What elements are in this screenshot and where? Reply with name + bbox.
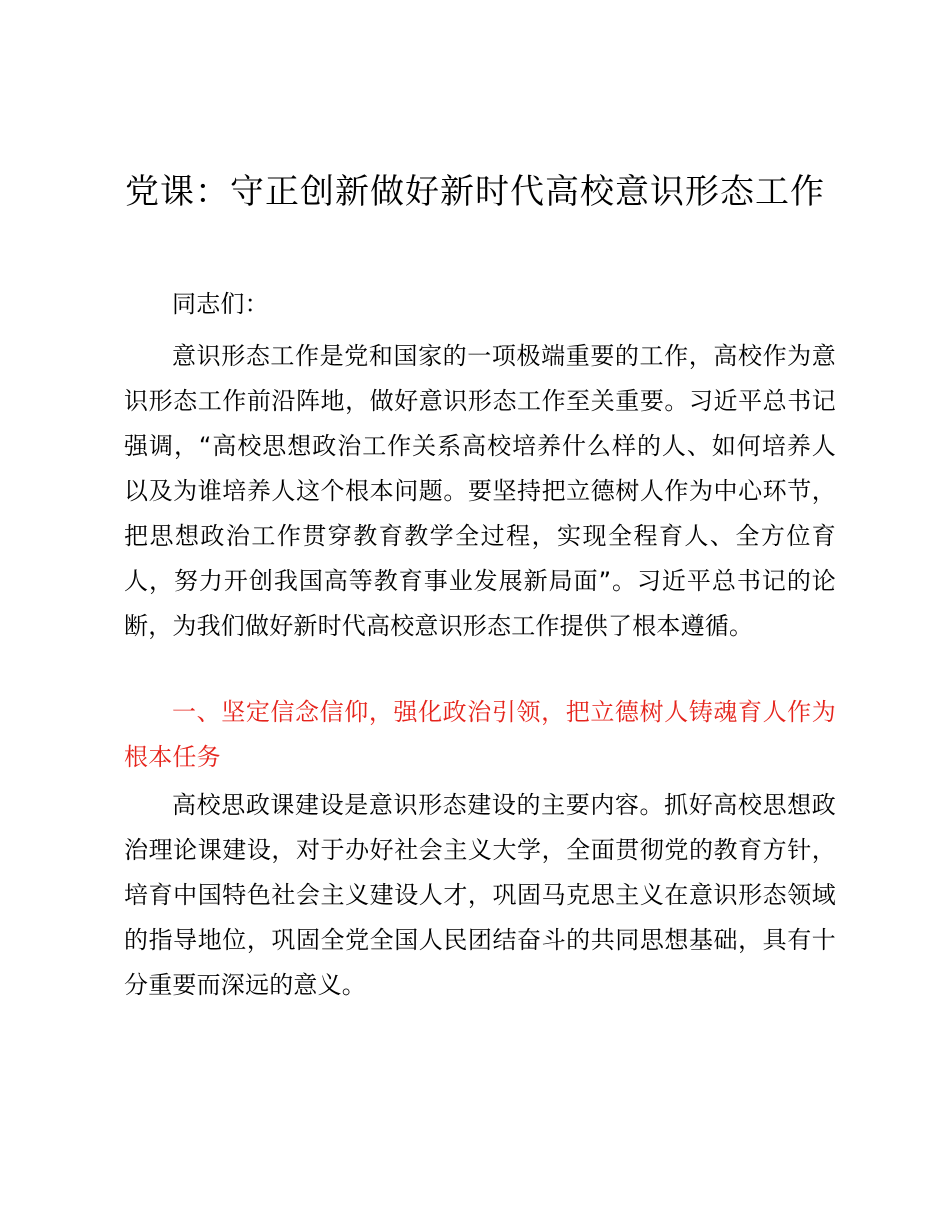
paragraph-2: 高校思政课建设是意识形态建设的主要内容。抓好高校思想政治理论课建设，对于办好社会主义大学，全面贯彻党的教育方针，培育中国特色社会主义建设人才，巩固马克思主义在意识形态领域的指导地位，巩固全党全国人民团结奋斗的共同思想基础，具有十分重要而深远的意义。 <box>124 791 836 999</box>
greeting: 同志们： <box>172 290 269 318</box>
paragraph-1: 意识形态工作是党和国家的一项极端重要的工作，高校作为意识形态工作前沿阵地，做好意识形态工作至关重要。习近平总书记强调，“高校思想政治工作关系高校培养什么样的人、如何培养人以及为谁培养人这个根本问题。要坚持把立德树人作为中心环节，把思想政治工作贯穿教育教学全过程，实现全程育人、全方位育人，努力开创我国高等教育事业发展新局面”。习近平总书记的论断，为我们做好新时代高校意识形态工作提供了根本遵循。 <box>124 342 836 640</box>
section-1-heading: 一、坚定信念信仰，强化政治引领，把立德树人铸魂育人作为根本任务 <box>124 698 836 771</box>
document-title: 党课：守正创新做好新时代高校意识形态工作 <box>125 172 825 212</box>
